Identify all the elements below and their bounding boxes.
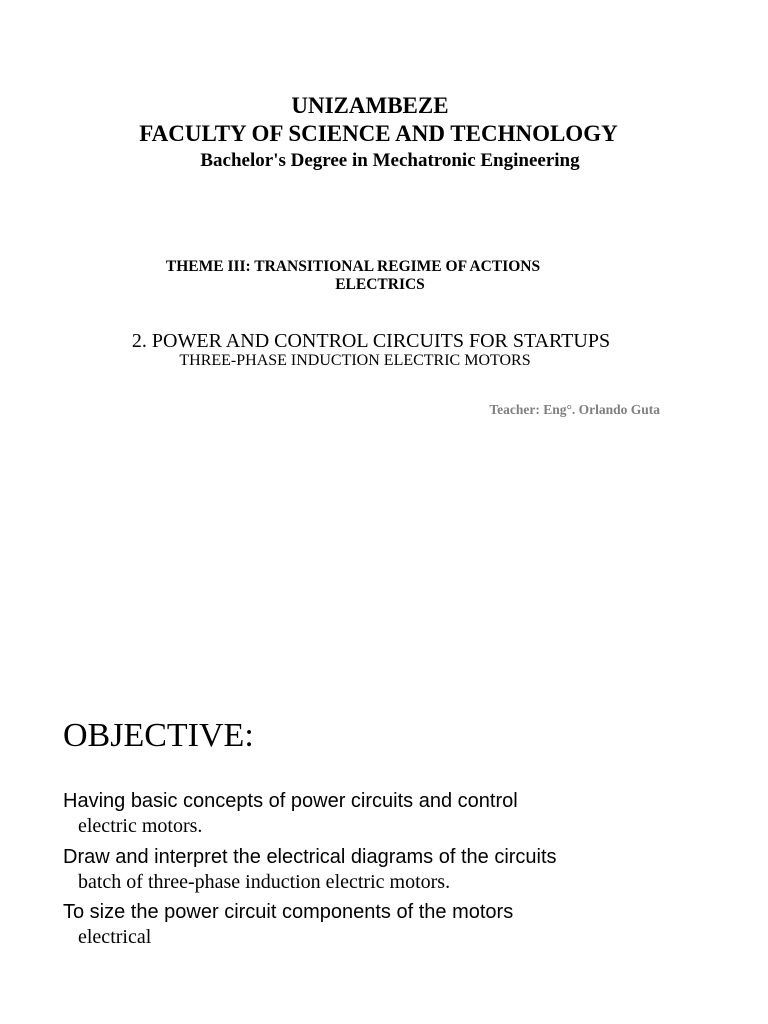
objective-item-main: Draw and interpret the electrical diagrams of the circuits xyxy=(63,846,557,868)
objective-item-main: Having basic concepts of power circuits and control xyxy=(63,790,518,812)
objective-item-continuation: electric motors. xyxy=(78,815,203,837)
teacher-credit: Teacher: Eng°. Orlando Guta xyxy=(489,402,660,417)
objective-item xyxy=(63,844,557,894)
objective-title: OBJECTIVE: xyxy=(63,717,254,754)
objective-item-continuation: electrical xyxy=(78,926,152,948)
objective-item xyxy=(63,788,518,838)
theme-heading-line-1: THEME III: TRANSITIONAL REGIME OF ACTIONS xyxy=(165,258,541,275)
theme-heading-line-2: ELECTRICS xyxy=(335,276,425,293)
institution-title: UNIZAMBEZE xyxy=(291,93,449,118)
objective-item xyxy=(63,899,513,949)
degree-title: Bachelor's Degree in Mechatronic Engineering xyxy=(200,150,580,171)
topic-heading-line-1: 2. POWER AND CONTROL CIRCUITS FOR STARTUPS xyxy=(131,330,611,352)
objective-item-main: To size the power circuit components of the motors xyxy=(63,901,514,923)
topic-heading-line-2: THREE-PHASE INDUCTION ELECTRIC MOTORS xyxy=(179,352,531,369)
faculty-title: FACULTY OF SCIENCE AND TECHNOLOGY xyxy=(139,121,618,146)
objective-item-continuation: batch of three-phase induction electric motors. xyxy=(78,871,451,893)
